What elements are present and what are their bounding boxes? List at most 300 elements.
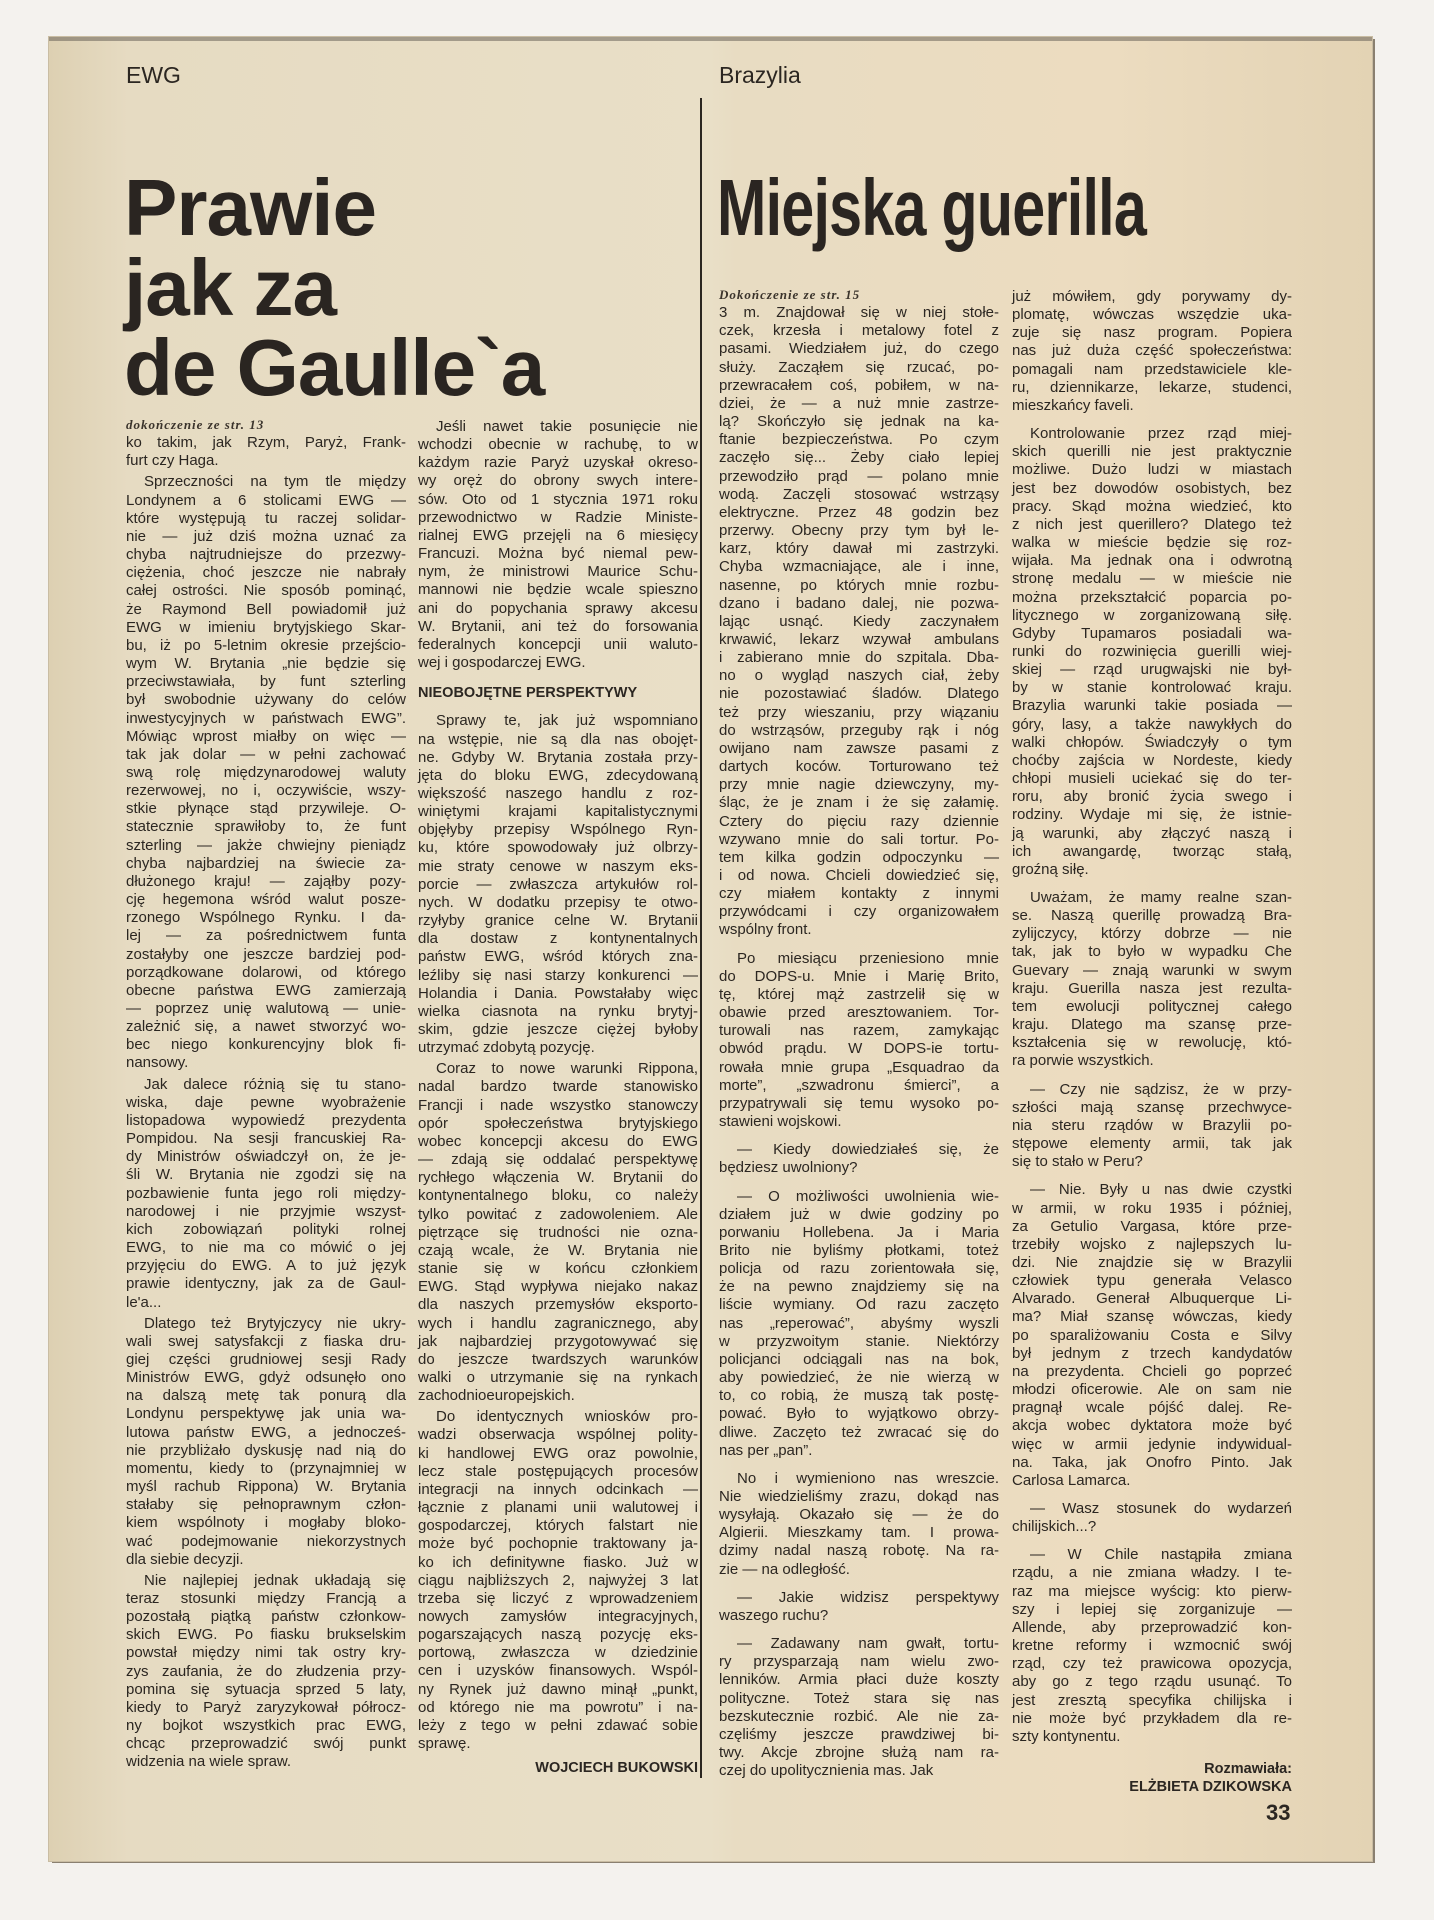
text-line: twy. Akcje zbrojne służą nam ra- <box>719 1744 999 1762</box>
text-line: przeciwstawiała, by funt szterling <box>126 673 406 691</box>
text-line: lej — za pośrednictwem funta <box>126 927 406 945</box>
text-line: kontynentalnego bloku, co należy <box>418 1187 698 1205</box>
text-line: ma? Miał szansę wówczas, kiedy <box>1012 1308 1292 1326</box>
text-line: służy. Zacząłem się rzucać, po- <box>719 358 999 376</box>
text-line: giej części grudniowej sesji Rady <box>126 1350 406 1368</box>
paragraph <box>126 1076 406 1312</box>
ewg-column-2 <box>418 418 698 1777</box>
article-title-ewg <box>124 163 545 412</box>
text-line: tylko powitać z zadowoleniem. Ale <box>418 1205 698 1223</box>
text-line: porwaniu Hollebena. Ja i Maria <box>719 1223 999 1241</box>
text-line: dzano i badano dalej, nie pozwa- <box>719 594 999 612</box>
text-line: nym, że ministrowi Maurice Schu- <box>418 563 698 581</box>
text-line: dłużonego kraju! — zająłby pozy- <box>126 872 406 890</box>
text-line: każdym razie Paryż uzyskał okreso- <box>418 454 698 472</box>
text-line: 3 m. Znajdował się w niej stołe- <box>719 304 999 322</box>
text-line: tak jak dolar — w pełni zachować <box>126 745 406 763</box>
text-line: Sprawy te, jak już wspomniano <box>436 712 698 730</box>
text-line: chilijskich...? <box>1012 1518 1097 1536</box>
text-line: nasenne, po których mnie rozbu- <box>719 576 999 594</box>
text-line: Sprzeczności na tym tle między <box>144 473 406 491</box>
text-line: kiedy to Paryż zaryzykował półrocz- <box>126 1698 406 1716</box>
text-line: lecz stale postępujących procesów <box>418 1462 698 1480</box>
text-line: przewodziło prąd — polano mnie <box>719 467 999 485</box>
paragraph <box>126 1315 406 1569</box>
text-line: Cztery do pięciu razy dziennie <box>719 812 999 830</box>
text-line: dzimy nadal naszą robotę. Na ra- <box>719 1542 999 1560</box>
text-line: stkie płynące stąd przywileje. O- <box>126 800 406 818</box>
text-line: Holandia i Dania. Powstałaby więc <box>418 984 698 1002</box>
text-line: ciężenia, choć jeszcze nie nabrały <box>126 564 406 582</box>
text-line: teraz stosunki między Francją a <box>126 1590 406 1607</box>
text-line: ani do popychania sprawy akcesu <box>418 599 698 617</box>
text-line: Gdyby Tupamaros posiadali wa- <box>1012 624 1292 642</box>
text-line: dla naszych przemysłów eksporto- <box>418 1296 698 1314</box>
paragraph <box>126 473 406 1072</box>
paragraph <box>126 1572 406 1772</box>
text-line: — poprzez unię walutową — unie- <box>126 1000 406 1017</box>
text-line: po sparaliżowaniu Costa e Silvy <box>1012 1326 1292 1344</box>
text-line: — W Chile nastąpiła zmiana <box>1030 1546 1292 1564</box>
brazylia-column-1 <box>719 286 999 1780</box>
text-line: trzebiły wojsko z najlepszych lu- <box>1012 1235 1292 1253</box>
text-line: porządkowane dolarowi, od którego <box>126 963 406 981</box>
text-line: też przy wieszaniu, przy wiązaniu <box>719 703 999 721</box>
text-line: bu, iż po 5-letnim okresie przejścio- <box>126 636 406 654</box>
text-line: Pompidou. Na sesji francuskiej Ra- <box>126 1130 406 1148</box>
text-line: furt czy Haga. <box>126 452 219 470</box>
text-line: chyba najtrudniejsze do przezwy- <box>126 546 406 564</box>
text-line: dartych koców. Torturowano też <box>719 758 999 776</box>
text-line: ne. Gdyby W. Brytania została przy- <box>418 748 698 766</box>
text-line: człowiek typu generała Velasco <box>1012 1272 1292 1290</box>
text-line: na. Taka, jak Onofro Pinto. Jak <box>1012 1453 1292 1471</box>
paragraph <box>719 1470 999 1579</box>
text-line: nowych zamysłów integracyjnych, <box>418 1608 698 1625</box>
text-line: akcja wobec dyktatora może być <box>1012 1417 1292 1435</box>
text-line: wiska, daje pewne wyobrażenie <box>126 1093 406 1111</box>
text-line: obawie przed aresztowaniem. Tor- <box>719 1004 999 1022</box>
text-line: zachodnioeuropejskich. <box>418 1387 575 1405</box>
text-line: w przyzwoitym stanie. Niektórzy <box>719 1332 999 1350</box>
text-line: Londynem a 6 stolicami EWG — <box>126 491 406 509</box>
continuation-note: Dokończenie ze str. 15 <box>719 287 861 302</box>
text-line: by w stanie kontrolować kraju. <box>1012 679 1292 697</box>
text-line: większość naszego handlu z roz- <box>418 784 698 802</box>
text-line: leźliby się nasi starzy konkurenci — <box>418 966 698 984</box>
text-line: — Wasz stosunek do wydarzeń <box>1030 1500 1292 1517</box>
text-line: możliwe. Dużo ludzi w miastach <box>1012 461 1292 479</box>
text-line: Algierii. Mieszkamy tam. I prowa- <box>719 1524 999 1542</box>
text-line: skich EWG. Po fiasku brukselskim <box>126 1626 406 1644</box>
text-line: Brito nie byliśmy płotkami, toteż <box>719 1241 999 1259</box>
text-line: wy oręż do obrony swych intere- <box>418 472 698 490</box>
text-line: pozostałą piątką państw członkow- <box>126 1608 406 1626</box>
text-line: Mówiąc wprost miałby on więc — <box>126 727 406 745</box>
text-line: do wstrząsów, przeguby rąk i nóg <box>719 721 999 739</box>
text-line: se. Naszą querillę prowadzą Bra- <box>1012 907 1292 925</box>
paragraph <box>1012 889 1292 1071</box>
text-line: będziesz uwolniony? <box>719 1159 858 1177</box>
text-line: rychłego włączenia W. Brytanii do <box>418 1169 698 1187</box>
ewg-column-1 <box>126 416 406 1772</box>
question <box>1012 1081 1292 1172</box>
text-line: litycznego w zorganizowaną siłę. <box>1012 606 1292 624</box>
text-line: ko takim, jak Rzym, Paryż, Frank- <box>126 434 406 452</box>
text-line: szy i lepiej się zorganizuje — <box>1012 1600 1292 1618</box>
question <box>1012 1500 1292 1536</box>
text-line: bec niego konkurencyjny blok fi- <box>126 1036 406 1054</box>
text-line: nie pozostawiać śladów. Dlatego <box>719 685 999 703</box>
text-line: przewracałem coś, pobiłem, w na- <box>719 376 999 394</box>
answer <box>719 1188 999 1460</box>
section-label-brazylia: Brazylia <box>719 62 801 88</box>
text-line: Dlatego też Brytyjczycy nie ukry- <box>144 1314 406 1332</box>
text-line: utrzymać zdobytą pozycję. <box>418 1039 595 1057</box>
text-line: na wstępie, nie są dla nas obojęt- <box>418 730 698 748</box>
text-line: wodą. Zaczęli stosować wstrząsy <box>719 485 999 503</box>
text-line: szterling — jakże chwiejny pieniądz <box>126 836 406 854</box>
text-line: dliwe. Zaczęto też zwracać się do <box>719 1423 999 1441</box>
text-line: Ministrów EWG, gdyż odsunęło ono <box>126 1369 406 1387</box>
paragraph <box>126 434 406 470</box>
text-line: zie — na odległość. <box>719 1560 850 1578</box>
text-line: W. Brytanii, ani też do forsowania <box>418 617 698 635</box>
text-line: na prezydenta. Chcieli go poprzeć <box>1012 1362 1292 1380</box>
text-line: mieszkańcy faveli. <box>1012 396 1134 414</box>
text-line: pragnął wcale pójść dalej. Re- <box>1012 1399 1292 1417</box>
text-line: stawieni wojskowi. <box>719 1113 842 1131</box>
text-line: pować. Było to wyjątkowo obrzy- <box>719 1405 999 1423</box>
text-line: czek, krzesła i metalowy fotel z <box>719 322 999 340</box>
question <box>719 1589 999 1625</box>
text-line: morte”, „szwadronu śmierci”, a <box>719 1076 999 1094</box>
text-line: powstał między nimi tak ostry kry- <box>126 1644 406 1662</box>
text-line: śli W. Brytania nie zgodzi się na <box>126 1166 406 1184</box>
text-line: ki handlowej EWG oraz powolnie, <box>418 1444 698 1462</box>
text-line: tę, której mąż zastrzelił się w <box>719 985 999 1003</box>
text-line: rodziny. Wydaje mi się, że istnie- <box>1012 806 1292 824</box>
text-line: młodzi oficerowie. Ale on sam nie <box>1012 1381 1292 1399</box>
text-line: nas per „pan”. <box>719 1441 813 1459</box>
text-line: przyjęciu do EWG. A to już język <box>126 1257 406 1275</box>
text-line: trzeba się liczyć z wprowadzeniem <box>418 1589 698 1607</box>
text-line: mannowi nie będzie wcale spieszno <box>418 581 698 599</box>
text-line: Londynu perspektywę jak unia wa- <box>126 1405 406 1423</box>
text-line: momentu, kiedy to (przynajmniej w <box>126 1459 406 1477</box>
text-line: wej i gospodarczej EWG. <box>418 654 586 672</box>
text-line: lając usnąć. Kiedy zaczynałem <box>719 612 999 630</box>
text-line: no o wygląd naszych ciał, żeby <box>719 667 999 685</box>
text-line: policja od razu zorientowała się, <box>719 1260 999 1278</box>
text-line: bezskutecznie rozbić. Ale nie za- <box>719 1707 999 1725</box>
answer <box>1012 1546 1292 1746</box>
text-line: mie straty cenowe w naszym eks- <box>418 857 698 875</box>
text-line: ciągu najbliższych 2, najwyżej 3 lat <box>418 1571 698 1589</box>
text-line: EWG w imieniu brytyjskiego Skar- <box>126 618 406 636</box>
text-line: nie może być przykładem dla re- <box>1012 1709 1292 1727</box>
text-line: śląc, że je znam i że się załamię. <box>719 794 999 812</box>
text-line: od którego nie ma powrotu” i na- <box>418 1698 698 1716</box>
text-line: że na pewno znajdziemy się na <box>719 1278 999 1296</box>
text-line: nas już duża część społeczeństwa: <box>1012 342 1292 360</box>
paragraph <box>418 1060 698 1405</box>
text-line: Jak dalece różnią się tu stano- <box>144 1075 406 1093</box>
text-line: rzonego Wspólnego Rynku. I da- <box>126 909 406 927</box>
text-line: dziei, że — a nuż mnie zastrze- <box>719 394 999 412</box>
text-line: lą? Skończyło się jednak na ka- <box>719 413 999 431</box>
text-line: za Getulio Vargasa, które prze- <box>1012 1217 1292 1235</box>
text-line: przy mnie nagie dziewczyny, my- <box>719 776 999 794</box>
text-line: chłopi musieli uciekać się do ter- <box>1012 770 1292 788</box>
text-line: groźną siłę. <box>1012 860 1089 878</box>
text-line: Alvarado. Generał Albuquerque Li- <box>1012 1290 1292 1308</box>
paragraph <box>1012 425 1292 879</box>
text-line: krwawić, lekarz wzywał ambulans <box>719 630 999 648</box>
text-line: lenników. Armia płaci duże koszty <box>719 1671 999 1689</box>
text-line: obwód prądu. W DOPS-ie tortu- <box>719 1040 999 1058</box>
answer <box>1012 1181 1292 1490</box>
text-line: opór społeczeństwa brytyjskiego <box>418 1114 698 1132</box>
text-line: Nie wiedzieliśmy zrazu, dokąd nas <box>719 1488 999 1505</box>
text-line: — Zadawany nam gwałt, tortu- <box>737 1635 999 1653</box>
text-line: — Czy nie sądzisz, że w przy- <box>1030 1080 1292 1098</box>
text-line: zuje się nasz program. Popiera <box>1012 324 1292 342</box>
text-line: skich querilli nie jest praktycznie <box>1012 443 1292 461</box>
text-line: czej do upolitycznienia mas. Jak <box>719 1762 934 1780</box>
text-line: dy Ministrów oświadczył on, że je- <box>126 1148 406 1166</box>
text-line: Nie najlepiej jednak układają się <box>144 1571 406 1589</box>
text-line: jest bez dowodów osobistych, bez <box>1012 479 1292 497</box>
text-line: w armii, w roku 1935 i później, <box>1012 1199 1292 1217</box>
text-line: dzi. Nie znajdzie się w Brazylii <box>1012 1253 1292 1271</box>
text-line: nie przybliżało dyskusję nad nią do <box>126 1441 406 1459</box>
text-line: Carlosa Lamarca. <box>1012 1471 1131 1489</box>
text-line: Allende, aby przeprowadzić kon- <box>1012 1618 1292 1636</box>
text-line: stałaby się pełnoprawnym człon- <box>126 1496 406 1514</box>
text-line: listopadowa wypowiedź prezydenta <box>126 1111 406 1129</box>
text-line: wadzi obserwacja wspólnej polity- <box>418 1426 698 1444</box>
subheading: NIEOBOJĘTNE PERSPEKTYWY <box>418 685 638 702</box>
paragraph <box>418 418 698 672</box>
text-line: — Nie. Były u nas dwie czystki <box>1030 1181 1292 1199</box>
text-line: wać podejmowanie niekorzystnych <box>126 1532 406 1550</box>
text-line: całej ostrości. Nie sposób pominąć, <box>126 582 406 600</box>
text-line: plomatę, wówczas wszędzie uka- <box>1012 306 1292 324</box>
text-line: karz, który dawał mi zastrzyki. <box>719 540 999 558</box>
text-line: że Raymond Bell powiadomił już <box>126 600 406 618</box>
text-line: Francuzi. Można być niemal pew- <box>418 545 698 563</box>
text-line: cen i uzysków finansowych. Wspól- <box>418 1662 698 1680</box>
text-line: zys zaufania, że do złudzenia przy- <box>126 1662 406 1680</box>
text-line: szty kontynentu. <box>1012 1727 1121 1745</box>
text-line: rezerwowej, no i, oczywiście, wszy- <box>126 782 406 800</box>
text-line: wchodzi obecnie w rachubę, to w <box>418 436 698 454</box>
text-line: ich awangardę, tworząc stałą, <box>1012 842 1292 860</box>
text-line: Brazylia warunki takie posiada — <box>1012 697 1292 715</box>
text-line: winiętymi krajami kapitalistycznymi <box>418 803 698 821</box>
text-line: przewodnictwo w Radzie Ministe- <box>418 508 698 526</box>
text-line: więc w armii jedynie indywidual- <box>1012 1435 1292 1453</box>
text-line: częliśmy jeszcze prawdziwej bi- <box>719 1725 999 1743</box>
text-line: czy miałem kontakty z innymi <box>719 885 999 903</box>
text-line: stępowe elementy armii, tak jak <box>1012 1135 1292 1153</box>
text-line: roru, aby bronić życia swego i <box>1012 788 1292 806</box>
text-line: No i wymieniono nas wreszcie. <box>737 1469 999 1487</box>
text-line: integracji na innych odcinkach — <box>418 1480 698 1498</box>
text-line: porcie — zwłaszcza artykułów rol- <box>418 875 698 893</box>
text-line: ko ich definitywne fiasko. Już w <box>418 1553 698 1571</box>
text-line: wzywano mnie do sali tortur. Po- <box>719 830 999 848</box>
text-line: do jeszcze twardszych warunków <box>418 1350 698 1368</box>
text-line: ru, dziennikarze, lekarze, studenci, <box>1012 378 1292 396</box>
text-line: dla dostaw z kontynentalnych <box>418 930 698 948</box>
text-line: pasami. Wiedziałem już, do czego <box>719 340 999 358</box>
text-line: dla siebie decyzji. <box>126 1550 244 1568</box>
text-line: — Jakie widzisz perspektywy <box>737 1588 999 1606</box>
text-line: aby go z tego rządu usunąć. To <box>1012 1673 1292 1691</box>
text-line: Po miesiącu przeniesiono mnie <box>737 949 999 967</box>
text-line: nadal bardzo twarde stanowisko <box>418 1078 698 1096</box>
text-line: gospodarczej, których falstart nie <box>418 1517 698 1535</box>
text-line: ny bojkot wszystkich prac EWG, <box>126 1717 406 1735</box>
text-line: działem już w dwie godziny po <box>719 1205 999 1223</box>
text-line: wali swej satysfakcji z fiaska dru- <box>126 1332 406 1350</box>
text-line: przywódcami i czy organizowałem <box>719 903 999 921</box>
interviewer-name: ELŻBIETA DZIKOWSKA <box>1129 1779 1292 1796</box>
text-line: nas „reperować”, abyśmy wyszli <box>719 1314 999 1332</box>
text-line: owijano nam zawsze pasami z <box>719 739 999 757</box>
text-line: wym W. Brytania „nie będzie się <box>126 655 406 673</box>
interviewer-label: Rozmawiała: <box>1204 1761 1292 1778</box>
text-line: — zdają się oddalać perspektywę <box>418 1151 698 1169</box>
text-line: Coraz to nowe warunki Rippona, <box>436 1060 698 1078</box>
page-number: 33 <box>1266 1800 1291 1825</box>
brazylia-column-2 <box>1012 288 1292 1796</box>
text-line: skiej — rząd urugwajski nie był- <box>1012 661 1292 679</box>
text-line: rialnej EWG przejęli na 6 miesięcy <box>418 526 698 544</box>
column-divider <box>700 98 702 1778</box>
text-line: kich zobowiązań polityki rolnej <box>126 1220 406 1238</box>
text-line: EWG. Stąd wypływa niejako nakaz <box>418 1278 698 1296</box>
text-line: ry przysparzają nam wielu zwo- <box>719 1653 999 1671</box>
text-line: Kontrolowanie przez rząd miej- <box>1030 425 1292 443</box>
text-line: pracy. Skąd można wiedzieć, kto <box>1012 497 1292 515</box>
text-line: aby powiedzieć, że nie wierzą w <box>719 1369 999 1387</box>
text-line: rząd, czy też prawicowa opozycja, <box>1012 1655 1292 1673</box>
text-line: Francji i nade wszystko stanowczy <box>418 1096 698 1114</box>
text-line: kraju. Guerilla nasza jest rezulta- <box>1012 979 1292 997</box>
text-line: leży z tego w pełni zdawać sobie <box>418 1716 698 1734</box>
text-line: ją warunki, aby złączyć naszą i <box>1012 824 1292 842</box>
text-line: się to stało w Peru? <box>1012 1153 1143 1171</box>
text-line: polityczne. Toteż stara się nas <box>719 1689 999 1707</box>
text-line: obecne państwa EWG zamierzają <box>126 981 406 999</box>
text-line: swą rolę międzynarodowej waluty <box>126 763 406 781</box>
text-line: wijała. Ma jednak ona i odwrotną <box>1012 552 1292 570</box>
text-line: tem ewolucji politycznej całego <box>1012 997 1292 1015</box>
text-line: przerwy. Obecny przy tym był le- <box>719 522 999 540</box>
text-line: kiem wspólnoty i mogłaby bloko- <box>126 1514 406 1532</box>
paragraph <box>418 1408 698 1753</box>
text-line: i zabierano mnie do szpitala. Dba- <box>719 649 999 667</box>
text-line: rowała mnie grupa „Esquadrao da <box>719 1058 999 1076</box>
text-line: może być pochopnie traktowany ja- <box>418 1535 698 1553</box>
text-line: rzyłyby granice celne W. Brytanii <box>418 912 698 930</box>
text-line: rządu, a nie zmiana władzy. I te- <box>1012 1564 1292 1582</box>
text-line: wych i handlu zagranicznego, aby <box>418 1314 698 1332</box>
text-line: pomagali nam przedstawiciele kle- <box>1012 360 1292 378</box>
text-line: — Kiedy dowiedziałeś się, że <box>737 1141 999 1159</box>
text-line: na dalszą metę tak ponurą dla <box>126 1387 406 1405</box>
text-line: był swobodnie używany do celów <box>126 691 406 709</box>
text-line: waszego ruchu? <box>719 1606 829 1624</box>
text-line: walka w mieście będzie się roz- <box>1012 534 1292 552</box>
text-line: turowali nas razem, zamykając <box>719 1022 999 1040</box>
text-line: — O możliwości uwolnienia wie- <box>737 1187 999 1205</box>
text-line: i od nowa. Chcieli dowiedzieć się, <box>719 867 999 884</box>
text-line: liście wymiany. Od razu zaczęto <box>719 1296 999 1314</box>
text-line: które występują tu raczej solidar- <box>126 509 406 527</box>
text-line: zależnić się, a nawet stworzyć wo- <box>126 1018 406 1036</box>
text-line: kraju. Dlatego ma szansę prze- <box>1012 1016 1292 1034</box>
text-line: federalnych koncepcji unii waluto- <box>418 635 698 653</box>
text-line: to, co robią, że muszą tak postę- <box>719 1387 999 1405</box>
text-line: ny Rynek już dawno minął „punkt, <box>418 1680 698 1698</box>
text-line: cję hegemona wśród walut posze- <box>126 891 406 909</box>
text-line: nie — już dziś można uznać za <box>126 527 406 545</box>
text-line: ftanie bezpieczeństwa. Po czym <box>719 431 999 449</box>
text-line: do DOPS-u. Mnie i Marię Brito, <box>719 967 999 985</box>
text-line: chyba najbardziej na świecie za- <box>126 854 406 872</box>
text-line: zostałyby one jeszcze bardziej pod- <box>126 945 406 963</box>
text-line: nansowy. <box>126 1054 189 1072</box>
text-line: policjanci odciągali nas na bok, <box>719 1350 999 1368</box>
text-line: wielka ciasnota na rynku brytyj- <box>418 1002 698 1020</box>
title-line: de Gaulle`a <box>124 323 545 412</box>
text-line: wysyłają. Okazało się — że do <box>719 1506 999 1524</box>
text-line: kretne reformy i wzmocnić swój <box>1012 1637 1292 1655</box>
text-line: wobec koncepcji akcesu do EWG <box>418 1132 698 1150</box>
text-line: Jeśli nawet takie posunięcie nie <box>436 418 698 435</box>
text-line: przypatrywali się temu wysoko po- <box>719 1094 999 1112</box>
paragraph <box>719 304 999 939</box>
text-line: pomina się sytuacja sprzed 5 laty, <box>126 1680 406 1698</box>
text-line: portową, zwłaszcza w dziedzinie <box>418 1644 698 1662</box>
continuation-note: dokończenie ze str. 13 <box>126 417 265 432</box>
text-line: statecznie sprawiłoby to, że funt <box>126 818 406 836</box>
text-line: można przekształcić poparcia po- <box>1012 588 1292 606</box>
text-line: runki do rozwinięcia guerilli wiej- <box>1012 642 1292 660</box>
text-line: pogarszających naszą pozycję eks- <box>418 1626 698 1644</box>
text-line: stronę medalu — w mieście nie <box>1012 570 1292 588</box>
text-line: raz ma miejsce wyścig: kto pierw- <box>1012 1582 1292 1600</box>
text-line: sprawę. <box>418 1735 471 1753</box>
text-line: walki o utrzymanie się na rynkach <box>418 1368 698 1386</box>
text-line: Uważam, że mamy realne szan- <box>1030 889 1292 906</box>
text-line: choćby zajścia w Nordeste, kiedy <box>1012 751 1292 769</box>
title-line: Prawie <box>124 163 376 252</box>
text-line: walki chłopów. Świadczyły o tym <box>1012 733 1292 751</box>
paragraph <box>1012 288 1292 415</box>
text-line: objęłyby przepisy Wspólnego Ryn- <box>418 821 698 839</box>
text-line: szłości mają szansę przechwyce- <box>1012 1098 1292 1116</box>
text-line: nia steru rządów w Brazylii po- <box>1012 1116 1292 1134</box>
text-line: jęta do bloku EWG, zdecydowaną <box>418 766 698 784</box>
text-line: z nich jest querillero? Dlatego też <box>1012 515 1292 533</box>
text-line: myśl rachub Rippona) W. Brytania <box>126 1478 406 1496</box>
text-line: chcąc przeprowadzić swój punkt <box>126 1735 406 1753</box>
